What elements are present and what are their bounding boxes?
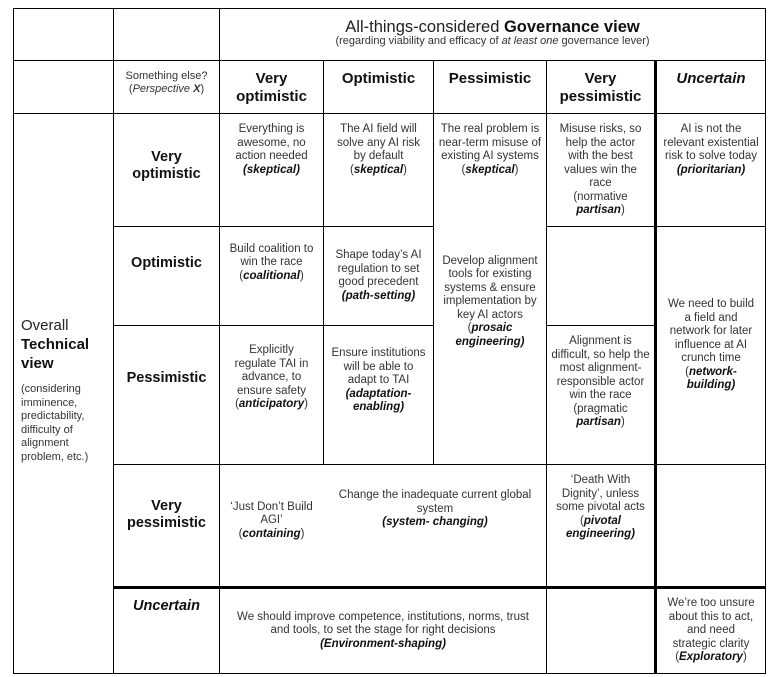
cell-u-vp-empty (547, 589, 654, 673)
cell-p-vp: Alignment is difficult, so help the most alignment-responsible actor win the race (pragmatic partisan) (551, 335, 650, 428)
cell-vp-vp: ‘Death With Dignity’, unless some pivotal acts (pivotal engineering) (556, 474, 645, 540)
governance-title: All-things-considered Governance view (345, 17, 640, 36)
cell-p-vo: Explicitly regulate TAI in advance, to ensure safety (anticipatory) (234, 344, 309, 411)
col-header-pessimistic: Pessimistic (448, 70, 532, 87)
cell-vp-vo: ‘Just Don’t Build AGI’ (containing) (230, 500, 313, 540)
border-right (765, 8, 766, 674)
border-left (13, 8, 14, 674)
row-header-very-pessimistic: Very pessimistic (127, 498, 206, 531)
cell-o-o: Shape today’s AI regulation to set good precedent (path-setting) (335, 249, 422, 302)
cell-o-vp-empty (547, 227, 654, 325)
cell-u-all: We should improve competence, institutions, norms, trust and tools, to set the stage for right decisions (Environment-shaping) (237, 610, 529, 650)
cell-vp-u-empty (657, 465, 765, 586)
col-header-optimistic: Optimistic (341, 70, 416, 87)
cell-u-u: We’re too unsure about this to act, and need strategic clarity (Exploratory) (667, 597, 755, 663)
technical-view-label: Overall Technical view (considering imminence, predictability, difficulty of alignment problem, etc.) (21, 317, 90, 463)
cell-p-o: Ensure institutions will be able to adapt to TAI (adaptation-enabling) (331, 347, 426, 414)
col-header-very-optimistic: Very optimistic (236, 70, 307, 105)
cell-vp-op: Change the inadequate current global system (system- changing) (338, 489, 532, 528)
cell-o-vo: Build coalition to win the race (coalitional) (229, 242, 314, 282)
governance-subtitle: (regarding viability and efficacy of at least one governance lever) (335, 35, 650, 47)
cell-vo-vo: Everything is awesome, no action needed (skeptical) (235, 123, 308, 176)
col-header-very-pessimistic: Very pessimistic (559, 70, 642, 105)
row-header-optimistic: Optimistic (131, 254, 202, 271)
cell-op-p: Develop alignment tools for existing systems & ensure implementation by key AI actors (prosaic engineering) (442, 254, 538, 348)
col-header-uncertain: Uncertain (676, 70, 746, 87)
row-header-very-optimistic: Very optimistic (132, 149, 201, 182)
cell-vo-u: AI is not the relevant existential risk to solve today (prioritarian) (663, 123, 759, 176)
row-header-uncertain: Uncertain (133, 598, 200, 614)
cell-vo-vp: Misuse risks, so help the actor with the best values win the race (normative partisan) (559, 123, 642, 216)
cell-vo-p: The real problem is near-term misuse of existing AI systems (skeptical) (438, 123, 542, 176)
row-header-pessimistic: Pessimistic (126, 369, 207, 386)
cell-op-u: We need to build a field and network for later influence at AI crunch time (network-building) (667, 298, 755, 392)
governance-header (220, 9, 765, 60)
cell-vo-o: The AI field will solve any AI risk by default (skeptical) (336, 123, 421, 176)
perspective-x-header: Something else? (Perspective X) (125, 70, 208, 95)
